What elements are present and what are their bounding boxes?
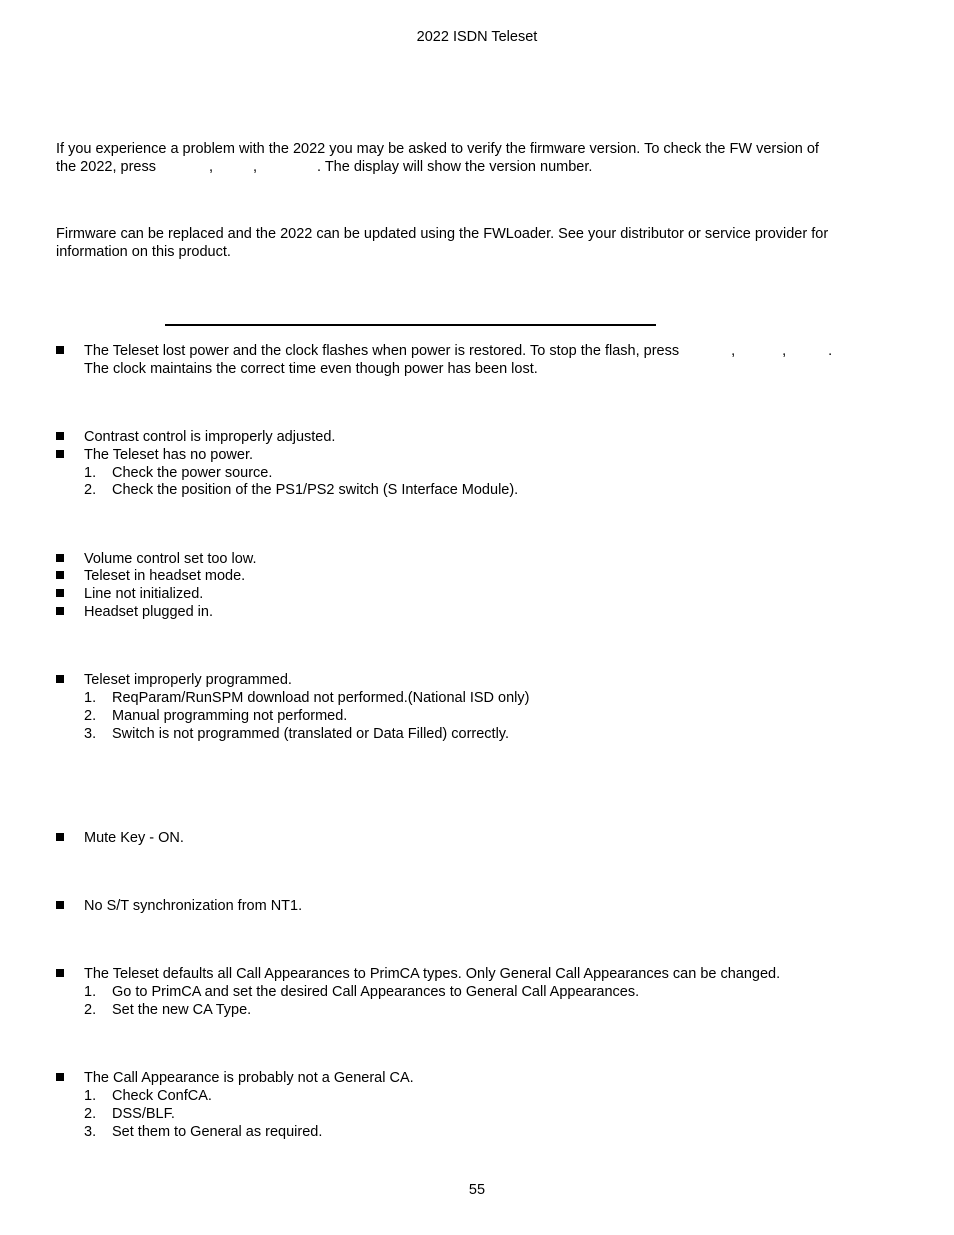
list-item: The Call Appearance is probably not a General CA. — [56, 1069, 856, 1087]
clock-bullet-text: The Teleset lost power and the clock flashes when power is restored. To stop the flash, press — [84, 343, 680, 359]
firmware-check-line2-end: . The display will show the version number. — [317, 159, 593, 175]
bullet-square — [56, 675, 64, 683]
numbered-step: 1. Go to PrimCA and set the desired Call Appearances to General Call Appearances. — [84, 984, 640, 1000]
firmware-check-comma-1: , — [208, 159, 213, 175]
section-divider — [165, 324, 656, 326]
clock-period: . — [828, 343, 833, 359]
list-item: The Teleset has no power. — [56, 446, 856, 464]
numbered-step: 2. Set the new CA Type. — [84, 1002, 252, 1018]
list-item: Teleset improperly programmed. — [56, 671, 856, 689]
numbered-step: 1. ReqParam/RunSPM download not performed.(National ISD only) — [84, 690, 530, 706]
numbered-step: 3. Set them to General as required. — [84, 1124, 323, 1140]
firmware-check-comma-2: , — [253, 159, 258, 175]
firmware-replace-line1: Firmware can be replaced and the 2022 can be updated using the FWLoader. See your distributor or service provider for — [56, 226, 829, 242]
firmware-replace-line2: information on this product. — [56, 244, 231, 260]
list-item: Teleset in headset mode. — [56, 567, 856, 585]
bullet-square — [56, 969, 64, 977]
bullet-square — [56, 901, 64, 909]
firmware-check-line1: If you experience a problem with the 2022 you may be asked to verify the firmware version. To check the FW version of — [56, 141, 819, 157]
bullet-square — [56, 589, 64, 597]
list-item: Contrast control is improperly adjusted. — [56, 428, 856, 446]
clock-comma-1: , — [731, 343, 736, 359]
bullet-square — [56, 450, 64, 458]
numbered-step: 2. Manual programming not performed. — [84, 708, 348, 724]
numbered-step: 1. Check ConfCA. — [84, 1088, 212, 1104]
bullet-square — [56, 607, 64, 615]
numbered-step: 3. Switch is not programmed (translated or Data Filled) correctly. — [84, 726, 510, 742]
page-header: 2022 ISDN Teleset — [416, 29, 538, 45]
firmware-check-line2 — [56, 158, 592, 176]
bullet-square — [56, 833, 64, 841]
bullet-square — [56, 432, 64, 440]
clock-comma-2: , — [782, 343, 787, 359]
list-item: Headset plugged in. — [56, 603, 856, 621]
list-item: Line not initialized. — [56, 585, 856, 603]
bullet-square — [56, 346, 64, 354]
list-item: The Teleset defaults all Call Appearances to PrimCA types. Only General Call Appearances can be changed. — [56, 965, 916, 983]
numbered-step: 2. DSS/BLF. — [84, 1106, 175, 1122]
bullet-square — [56, 1073, 64, 1081]
list-item: No S/T synchronization from NT1. — [56, 897, 856, 915]
bullet-square — [56, 571, 64, 579]
numbered-step: 1. Check the power source. — [84, 465, 273, 481]
list-item — [56, 342, 916, 360]
numbered-step: 2. Check the position of the PS1/PS2 switch (S Interface Module). — [84, 482, 519, 498]
list-item: Mute Key - ON. — [56, 829, 856, 847]
firmware-check-line2-start: the 2022, press — [56, 159, 156, 175]
bullet-square — [56, 554, 64, 562]
list-item: Volume control set too low. — [56, 550, 856, 568]
page-number: 55 — [468, 1182, 486, 1198]
clock-bullet-continuation: The clock maintains the correct time even though power has been lost. — [84, 361, 538, 377]
